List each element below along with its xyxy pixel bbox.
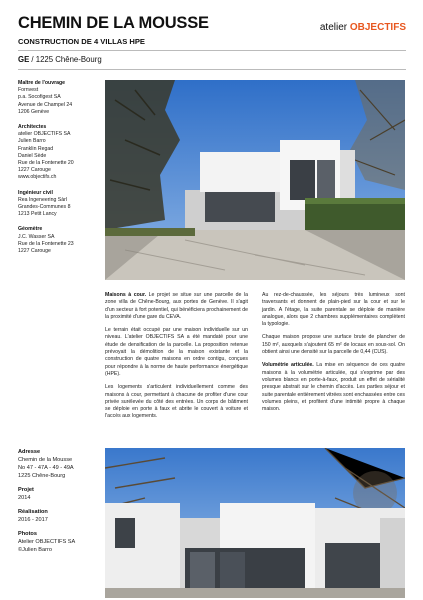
info-block-project: Projet 2014 [18, 487, 34, 501]
page-subtitle: CONSTRUCTION DE 4 VILLAS HPE [18, 37, 145, 46]
credit-block-surveyor: Géomètre J.C. Wasser SA Rue de la Fontenette 23 1227 Carouge [18, 226, 74, 255]
info-block-realisation: Réalisation 2016 - 2017 [18, 509, 48, 523]
architect-website-link[interactable]: www.objectifs.ch [18, 174, 57, 181]
brand-logo: atelier OBJECTIFS [319, 22, 406, 33]
paragraph: Les logements s'articulent individuellement comme des maisons à cour, permettant à chacune de profiter d'une cour privée surélevée du côté des entrées. Un corps de bâtiment se déploie en porte à faux et abrite le couvert à voiture et l'accès aux logements. [105, 384, 248, 420]
photo-villas-facade [105, 448, 405, 598]
text-column-left [105, 292, 248, 427]
project-info-sidebar [18, 448, 100, 560]
divider [18, 50, 406, 51]
paragraph: Maisons à cour. Le projet se situe sur une parcelle de la zone villa de Chêne-Bourg, aux portes de Genève. Il s'agit d'un secteur à fort potentiel, qui bénéficiera prochainement de la proximité d'une gare du CEVA. [105, 292, 248, 320]
photo-villas-alley [105, 80, 405, 280]
location-line: GE / 1225 Chêne-Bourg [18, 55, 102, 64]
text-column-right [262, 292, 405, 419]
paragraph: Chaque maison propose une surface brute de plancher de 150 m², auxquels s'ajoutent 65 m² de locaux en sous-sol. On obtient ainsi une densité sur la parcelle de 0,44 (CUS). [262, 334, 405, 356]
credit-block-architects: Architectes atelier OBJECTIFS SA Julien Barro Franklin Regad Daniel Sède Rue de la Fontenette 20 1227 Carouge www.objectifs.ch [18, 124, 98, 182]
info-block-photos: Photos Atelier OBJECTIFS SA ©Julien Barro [18, 531, 76, 553]
paragraph: Le terrain était occupé par une maison individuelle sur un niveau. L'atelier OBJECTIFS SA a été mandaté pour une étude de densification de la parcelle. La proposition retenue prévoyait la démolition de la maison existante et la construction de quatre maisons en ordre contigu, conçues pour répondre à la norme de haute performance énergétique (HPE). [105, 327, 248, 377]
paragraph: Au rez-de-chaussée, les séjours très lumineux sont traversants et donnent de plain-pied sur la cour et sur le jardin. A l'étage, la suite parentale se déploie de manière analogue, alors que 2 chambres supplémentaires complètent la typologie. [262, 292, 405, 328]
divider [18, 69, 406, 70]
paragraph: Volumétrie articulée. La mise en séquence de ces quatre maisons à la volumétrie articulée, qui s'exprime par des volumes blancs en porte-à-faux, produit un effet de sérialité presque abstrait sur le chemin d'accès. Les parties séjour et suite parentale entièrement vitrées sont enchassées entre ces volumes pleins, et profitent d'une intimité propre à chaque maison. [262, 362, 405, 413]
credit-block-engineer: Ingénieur civil Rea Ingeneering Sàrl Grandes-Communes 8 1213 Petit Lancy [18, 189, 71, 218]
info-block-address: Adresse Chemin de la Mousse No 47 - 47A - 49 - 49A 1225 Chêne-Bourg [18, 449, 74, 479]
page-title: CHEMIN DE LA MOUSSE [18, 14, 209, 32]
credits-sidebar [18, 80, 98, 263]
credit-block-owner: Maître de l'ouvrage Fornvest p.a. Socofigest SA Avenue de Champel 24 1206 Genève [18, 80, 73, 115]
